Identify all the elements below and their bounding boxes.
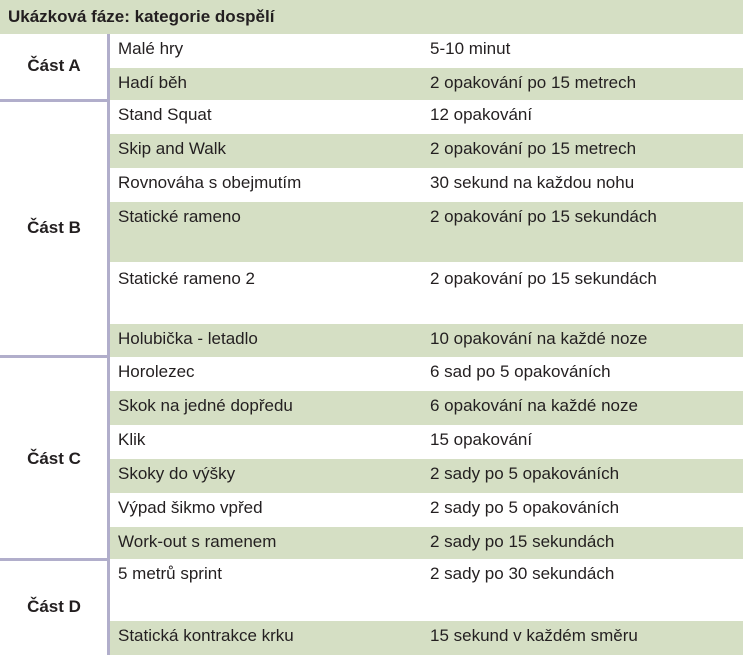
exercise-dose: 15 sekund v každém směru [430, 626, 638, 645]
table-row [110, 357, 743, 391]
exercise-dose: 2 sady po 30 sekundách [430, 564, 615, 583]
table-row [110, 493, 743, 527]
section-label-c: Část C [27, 449, 81, 468]
section-label-d: Část D [27, 597, 81, 616]
exercise-name: Work-out s ramenem [118, 532, 277, 551]
exercise-dose: 2 opakování po 15 metrech [430, 139, 637, 158]
exercise-dose: 10 opakování na každé noze [430, 329, 648, 348]
section-separator [0, 99, 108, 102]
exercise-dose: 2 opakování po 15 sekundách [430, 269, 657, 288]
exercise-dose: 5-10 minut [430, 39, 511, 58]
table-row [110, 262, 743, 324]
section-separator [0, 558, 108, 561]
exercise-dose: 2 sady po 15 sekundách [430, 532, 615, 551]
exercise-name: 5 metrů sprint [118, 564, 222, 583]
exercise-name: Skoky do výšky [118, 464, 236, 483]
exercise-name: Statické rameno [118, 207, 241, 226]
section-separator [0, 355, 108, 358]
exercise-dose: 2 opakování po 15 sekundách [430, 207, 657, 226]
exercise-name: Statické rameno 2 [118, 269, 256, 288]
table-row [110, 134, 743, 168]
exercise-name: Výpad šikmo vpřed [118, 498, 263, 517]
exercise-dose: 12 opakování [430, 105, 533, 124]
table-title: Ukázková fáze: kategorie dospělí [0, 0, 743, 34]
section-label-b: Část B [27, 218, 81, 237]
exercise-dose: 15 opakování [430, 430, 533, 449]
exercise-dose: 2 sady po 5 opakováních [430, 498, 620, 517]
exercise-name: Klik [118, 430, 146, 449]
exercise-dose: 2 sady po 5 opakováních [430, 464, 620, 483]
exercise-name: Statická kontrakce krku [118, 626, 294, 645]
table-row [110, 34, 743, 68]
exercise-dose: 2 opakování po 15 metrech [430, 73, 637, 92]
table-row [110, 100, 743, 134]
exercise-name: Skok na jedné dopředu [118, 396, 293, 415]
table-row [110, 324, 743, 357]
table-row [110, 527, 743, 559]
exercise-name: Stand Squat [118, 105, 212, 124]
exercise-name: Rovnováha s obejmutím [118, 173, 302, 192]
table-row [110, 68, 743, 100]
section-label-a: Část A [27, 56, 81, 75]
exercise-name: Holubička - letadlo [118, 329, 258, 348]
table-row [110, 559, 743, 621]
table-row [110, 168, 743, 202]
table-row [110, 425, 743, 459]
exercise-name: Horolezec [118, 362, 195, 381]
table-row [110, 621, 743, 655]
exercise-name: Skip and Walk [118, 139, 227, 158]
exercise-dose: 6 sad po 5 opakováních [430, 362, 611, 381]
table-row [110, 202, 743, 262]
exercise-dose: 6 opakování na každé noze [430, 396, 638, 415]
table-row [110, 391, 743, 425]
exercise-name: Malé hry [118, 39, 184, 58]
table-row [110, 459, 743, 493]
exercise-name: Hadí běh [118, 73, 187, 92]
exercise-dose: 30 sekund na každou nohu [430, 173, 635, 192]
